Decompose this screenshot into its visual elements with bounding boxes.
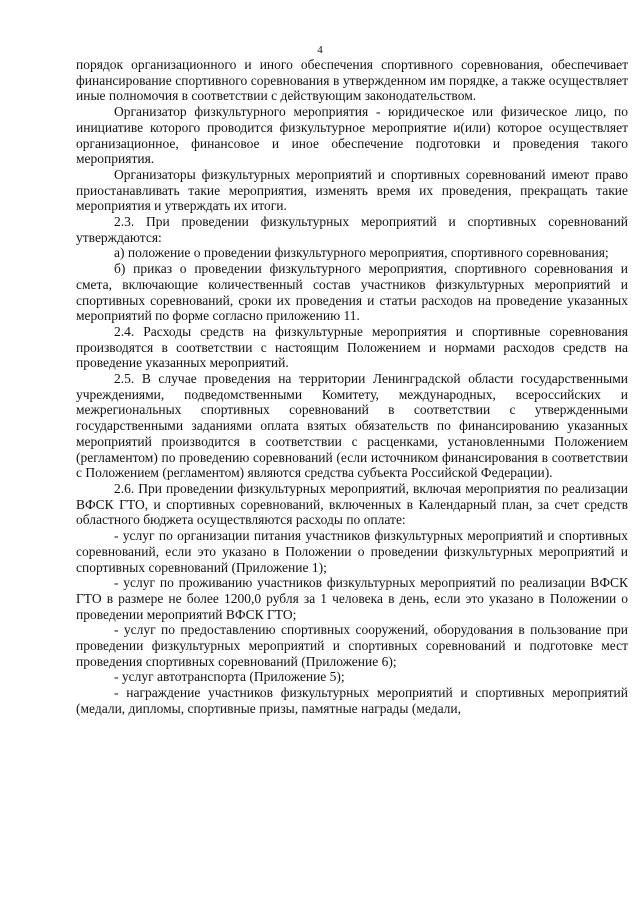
list-item-food-services: - услуг по организации питания участников физкультурных мероприятий и спортивных соревнований, если это указано в Положении о проведении физкультурных мероприятий и спортивных соревнований (Приложение 1); <box>76 528 628 575</box>
paragraph-2-3: 2.3. При проведении физкультурных мероприятий и спортивных соревнований утверждаются: <box>76 214 628 245</box>
page-number: 4 <box>317 44 323 56</box>
list-item-facilities: - услуг по предоставлению спортивных сооружений, оборудования в пользование при проведении физкультурных мероприятий и спортивных соревнований и подготовке мест проведения спортивных соревнований (Приложение 6); <box>76 622 628 669</box>
paragraph-continuation: порядок организационного и иного обеспечения спортивного соревнования, обеспечивает финансирование спортивного соревнования в утвержденном им порядке, а также осуществляет иные полномочия в соответствии с действующим законодательством. <box>76 57 628 104</box>
paragraph-2-3-a: а) положение о проведении физкультурного мероприятия, спортивного соревнования; <box>114 245 609 261</box>
paragraph-organizer-definition: Организатор физкультурного мероприятия - юридическое или физическое лицо, по инициативе которого проводится физкультурное мероприятие и(или) которое осуществляет организационное, финансовое и иное обеспечение подготовки и проведения такого мероприятия. <box>76 104 628 167</box>
paragraph-2-6: 2.6. При проведении физкультурных мероприятий, включая мероприятия по реализации ВФСК ГТО, и спортивных соревнований, включенных в Календарный план, за счет средств областного бюджета осуществляются расходы по оплате: <box>76 480 628 528</box>
paragraph-2-4: 2.4. Расходы средств на физкультурные мероприятия и спортивные соревнования производятся в соответствии с настоящим Положением и нормами расходов средств на проведение указанных мероприятий. <box>76 323 628 371</box>
document-body <box>76 57 628 717</box>
list-item-accommodation: - услуг по проживанию участников физкультурных мероприятий по реализации ВФСК ГТО в размере не более 1200,0 рубля за 1 человека в день, если это указано в Положении о проведении мероприятий ВФСК ГТО; <box>76 575 628 622</box>
paragraph-2-5: 2.5. В случае проведения на территории Ленинградской области государственными учреждениями, подведомственными Комитету, международных, всероссийских и межрегиональных спортивных соревнований в соответствии с утвержденными государственными заданиями оплата взятых обязательств по финансированию указанных мероприятий производится в соответствии с расценками, установленными Положением (регламентом) по проведению соревнований (если источником финансирования в соответствии с Положением (регламентом) являются средства субъекта Российской Федерации). <box>76 371 628 481</box>
list-item-awards: - награждение участников физкультурных мероприятий и спортивных мероприятий (медали, дипломы, спортивные призы, памятные награды (медали, <box>76 685 628 716</box>
list-item-transport: - услуг автотранспорта (Приложение 5); <box>114 669 345 685</box>
paragraph-organizer-rights: Организаторы физкультурных мероприятий и спортивных соревнований имеют право приостанавливать такие мероприятия, изменять время их проведения, прекращать такие мероприятия и утверждать их итоги. <box>76 166 628 214</box>
paragraph-2-3-b: б) приказ о проведении физкультурного мероприятия, спортивного соревнования и смета, включающие количественный состав участников физкультурных мероприятий и спортивных соревнований, сроки их проведения и статьи расходов на проведение указанных мероприятий по форме согласно приложению 11. <box>76 261 628 324</box>
